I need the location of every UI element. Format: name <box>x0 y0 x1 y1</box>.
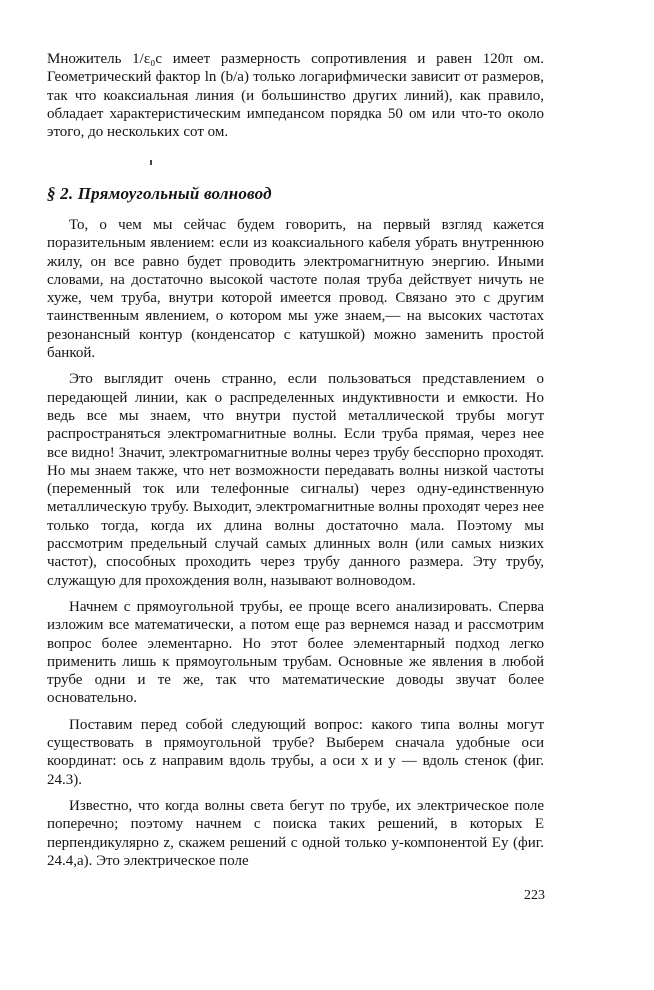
body-text <box>47 216 544 878</box>
intro-paragraph: Множитель 1/ε₀c имеет размерность сопротивления и равен 120π ом. Геометрический фактор ln (b/a) только логарифмически зависит от размеров, так что коаксиальная линия (и большинство других линий), как правило, обладает характеристическим импедансом порядка 50 ом или что-то около этого, до нескольких сот ом. <box>47 51 544 141</box>
page-number: 223 <box>524 888 545 903</box>
intro-text <box>47 50 544 149</box>
paragraph-1: То, о чем мы сейчас будем говорить, на первый взгляд кажется поразительным явлением: если из коаксиального кабеля убрать внутреннюю жилу, он все равно будет проводить электромагнитную энергию. Иными словами, на достаточно высокой частоте полая труба действует ничуть не хуже, чем труба, внутри которой имеется провод. Связано это с другим таинственным явлением, о котором мы уже знаем,— на высоких частотах резонансный контур (конденсатор с катушкой) можно заменить простой банкой. <box>47 217 544 362</box>
paragraph-5: Известно, что когда волны света бегут по трубе, их электрическое поле поперечно; поэтому начнем с поиска таких решений, в которых E перпендикулярно z, скажем решений с одной только y-компонентой Ey (фиг. 24.4,a). Это электрическое поле <box>47 797 544 869</box>
paragraph-3: Начнем с прямоугольной трубы, ее проще всего анализировать. Сперва изложим все математически, а потом еще раз вернемся назад и рассмотрим вопрос более элементарно. Но этот более элементарный подход легко применить лишь к прямоугольным трубам. Основные же явления в любой трубе одни и те же, так что математические доводы звучат более основательно. <box>47 598 544 707</box>
paragraph-2: Это выглядит очень странно, если пользоваться представлением о передающей линии, как о распределенных индуктивности и емкости. Но ведь все мы знаем, что внутри пустой металлической трубы могут распространяться электромагнитные волны. Если труба прямая, через нее все видно! Значит, электромагнитные волны через трубу бесспорно проходят. Но мы знаем также, что нет возможности передавать волны низкой частоты (переменный ток или телефонные сигналы) через одну-единственную металлическую трубу. Выходит, электромагнитные волны проходят через нее только тогда, когда их длина волны достаточно мала. Поэтому мы рассмотрим предельный случай самых длинных волн (или самых низких частот), способных проходить через трубу данного размера. Эту трубу, служащую для прохождения волн, называют волноводом. <box>47 371 544 589</box>
paragraph-4: Поставим перед собой следующий вопрос: какого типа волны могут существовать в прямоугольной трубе? Выберем сначала удобные оси координат: ось z направим вдоль трубы, а оси x и y — вдоль стенок (фиг. 24.3). <box>47 716 544 788</box>
section-heading: § 2. Прямоугольный волновод <box>47 184 272 203</box>
ink-mark <box>150 160 152 165</box>
